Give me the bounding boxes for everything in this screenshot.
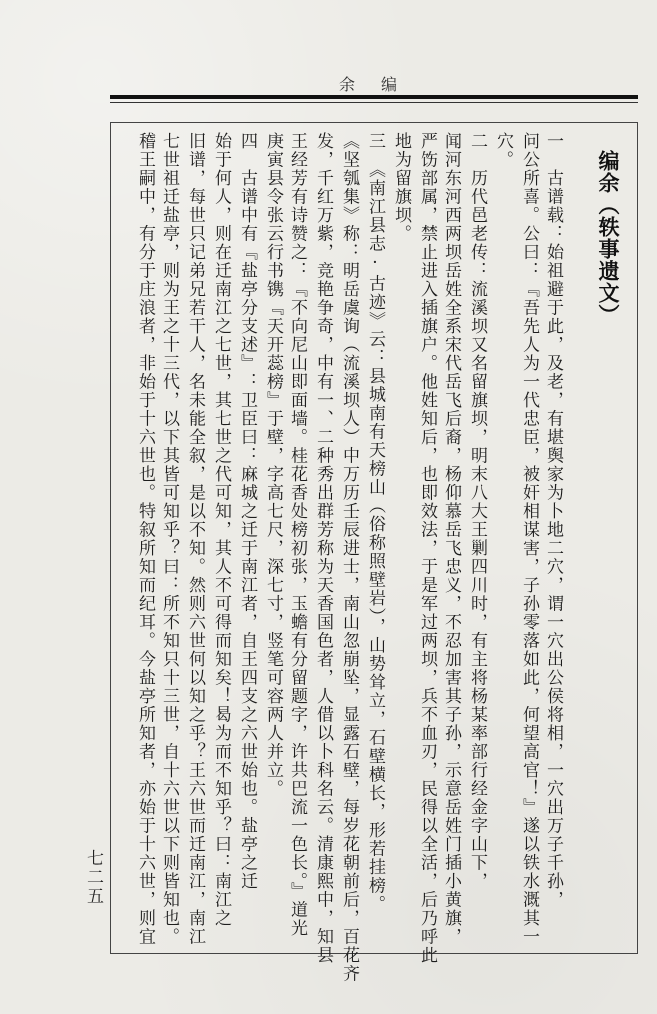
text-column-7: 地为留旗坝。 <box>391 132 411 243</box>
text-column-9: 《坚瓠集》称：明岳虞询（流溪坝人）中万历壬辰进士，南山忽崩坠，显露石壁，每岁花朝前后，百花齐 <box>339 132 359 983</box>
running-header <box>0 76 657 96</box>
text-column-1: 一 古谱载：始祖避于此，及老，有堪舆家为卜地二穴，谓一穴出公侯将相，一穴出万子千孙， <box>543 132 563 909</box>
text-column-3: 穴。 <box>493 132 513 169</box>
text-column-13: 四 古谱中有『盐亭分支述』：卫臣曰：麻城之迁于南江者，自王四支之六世始也。盐亭之迁 <box>237 132 257 891</box>
text-column-17: 稽王嗣中，有分于庄浪者，非始于十六世也。特叙所知而纪耳。今盐亭所知者，亦始于十六世，则宜 <box>135 132 155 946</box>
text-column-16: 七世祖迁盐亭，则为王之十三代，以下其皆可知乎？曰：所不知只十三世，自十六世以下则皆知也。 <box>159 132 179 946</box>
text-column-14: 始于何人，则在迁南江之七世，其七世之代可知，其人不可得而知矣！曷为而不知乎？曰：南江之 <box>211 132 231 928</box>
text-column-2: 问公所喜。公曰：『吾先人为一代忠臣，被奸相谋害，子孙零落如此，何望高官！』遂以铁水溉其一 <box>519 132 539 946</box>
section-title: 编余（轶事遗文） <box>596 150 620 326</box>
text-column-5: 闻河东河西两坝岳姓全系宋代岳飞后裔，杨仰慕岳飞忠义，不忍加害其子孙，示意岳姓门插小黄旗， <box>441 132 461 946</box>
text-column-4: 二 历代邑老传：流溪坝又名留旗坝，明末八大王剿四川时，有主将杨某率部行经金字山下， <box>467 132 487 891</box>
text-column-15: 旧谱，每世只记弟兄若干人，名未能全叙，是以不知。然则六世何以知之乎？王六世而迁南江，南江 <box>185 132 205 946</box>
header-title: 余编 <box>338 75 423 94</box>
header-rule-thick <box>110 95 638 99</box>
text-column-11: 王经芳有诗赞之：『不向尼山即面墙。桂花香处榜初张，玉蟾有分留题字，许共巴流一色长。』道光 <box>287 132 307 938</box>
header-rule-thin <box>110 102 638 103</box>
text-column-8: 三 《南江县志·古迹》云：县城南有天榜山（俗称照壁岩），山势耸立，石壁横长，形若挂榜。 <box>365 132 385 914</box>
text-column-10: 发，千红万紫，竞艳争奇，中有一、二种秀出群芳称为天香国色者，人借以卜科名云。清康熙中，知县 <box>313 132 333 965</box>
text-column-12: 庚寅县令张云行书镌『天开蕊榜』于壁，字高七尺，深七寸，竖笔可容两人并立。 <box>263 132 283 798</box>
page-number: 七二五 <box>83 849 103 906</box>
text-column-6: 严饬部属，禁止进入插旗户。他姓知后，也即效法，于是军过两坝，兵不血刃，民得以全活，后乃呼此 <box>417 132 437 965</box>
